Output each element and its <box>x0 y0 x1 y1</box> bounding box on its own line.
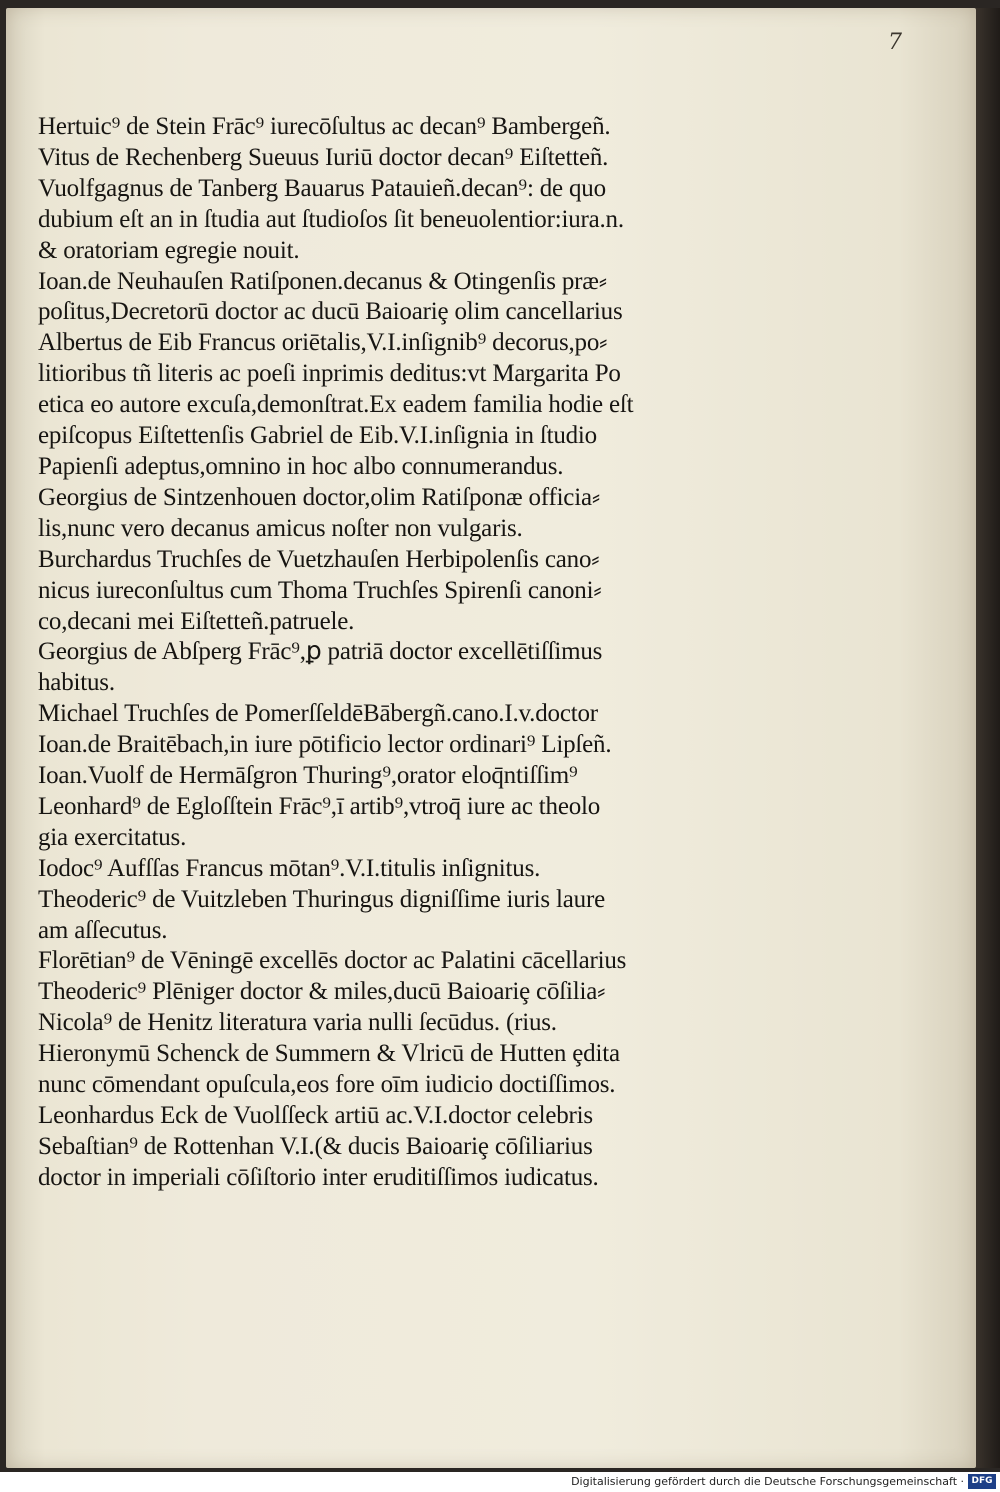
text-line: Georgius de Sintzenhouen doctor,olim Ratiſponæ officia⸗ <box>38 483 600 511</box>
text-line: nicus iureconſultus cum Thoma Truchſes Spirenſi canoni⸗ <box>38 576 602 604</box>
text-line: habitus. <box>38 669 115 697</box>
page-edge-shadow <box>976 8 1000 1468</box>
text-line: Ioan.de Neuhauſen Ratiſponen.decanus & Otingenſis præ⸗ <box>38 267 607 295</box>
folio-number: 7 <box>888 30 902 55</box>
text-line: Hertuic⁹ de Stein Frāc⁹ iurecōſultus ac decan⁹ Bambergeñ. <box>38 113 611 140</box>
funding-notice: Digitalisierung gefördert durch die Deutsche Forschungsgemeinschaft · <box>571 1475 964 1488</box>
text-line: dubium eſt an in ſtudia aut ſtudioſos ſit beneuolentior:iura.n. <box>38 205 624 233</box>
text-line: lis,nunc vero decanus amicus noſter non vulgaris. <box>38 514 523 542</box>
text-line: Leonhard⁹ de Egloſſtein Frāc⁹,ī artib⁹,vtroq̄ iure ac theolo <box>38 792 601 820</box>
text-line: Albertus de Eib Francus oriētalis,V.I.inſignib⁹ decorus,po⸗ <box>38 329 608 357</box>
text-line: & oratoriam egregie nouit. <box>38 236 300 264</box>
text-line: Michael Truchſes de PomerſſeldēBābergñ.cano.I.v.doctor <box>38 700 598 728</box>
text-line: Theoderic⁹ de Vuitzleben Thuringus digniſſime iuris laure <box>38 885 605 913</box>
text-line: Florētian⁹ de Vēningē excellēs doctor ac Palatini cācellarius <box>38 947 627 975</box>
text-line: etica eo autore excuſa,demonſtrat.Ex eadem familia hodie eſt <box>38 391 634 419</box>
text-line: Leonhardus Eck de Vuolſſeck artiū ac.V.I.doctor celebris <box>38 1102 593 1129</box>
text-line: Burchardus Truchſes de Vuetzhauſen Herbipolenſis cano⸗ <box>38 545 600 573</box>
text-line: Vuolfgagnus de Tanberg Bauarus Patauieñ.decan⁹: de quo <box>38 174 606 202</box>
text-line: co,decani mei Eiſtetteñ.patruele. <box>38 607 355 635</box>
text-line: Nicola⁹ de Henitz literatura varia nulli ſecūdus. (rius. <box>38 1009 557 1037</box>
text-line: Vitus de Rechenberg Sueuus Iuriū doctor decan⁹ Eiſtetteñ. <box>38 143 609 171</box>
text-line: epiſcopus Eiſtettenſis Gabriel de Eib.V.I.inſignia in ſtudio <box>38 422 597 450</box>
text-block <box>38 112 768 1194</box>
text-line: Georgius de Abſperg Frāc⁹,ꝑ patriā doctor excellētiſſimus <box>38 638 603 666</box>
text-line: litioribus tñ literis ac poeſi inprimis deditus:vt Margarita Po <box>38 360 621 388</box>
text-line: Theoderic⁹ Plēniger doctor & miles,ducū Baioariȩ cōſilia⸗ <box>38 978 606 1006</box>
text-line: am aſſecutus. <box>38 916 168 944</box>
text-line: Papienſi adeptus,omnino in hoc albo connumerandus. <box>38 452 564 480</box>
text-line: poſitus,Decretorū doctor ac ducū Baioariȩ olim cancellarius <box>38 298 623 326</box>
text-line: Sebaſtian⁹ de Rottenhan V.I.(& ducis Baioariȩ cōſiliarius <box>38 1132 593 1160</box>
text-line: nunc cōmendant opuſcula,eos fore oīm iudicio doctiſſimos. <box>38 1071 616 1099</box>
text-line: Ioan.Vuolf de Hermāſgron Thuring⁹,orator eloq̄ntiſſim⁹ <box>38 762 578 790</box>
text-line: Hieronymū Schenck de Summern & Vlricū de Hutten ȩdita <box>38 1040 620 1068</box>
text-line: doctor in imperiali cōſiſtorio inter eruditiſſimos iudicatus. <box>38 1163 599 1191</box>
text-line: gia exercitatus. <box>38 823 187 851</box>
text-line: Ioan.de Braitēbach,in iure pōtificio lector ordinari⁹ Lipſeñ. <box>38 731 612 759</box>
book-page <box>6 8 976 1468</box>
dfg-logo-icon: DFG <box>968 1474 996 1489</box>
text-line: Iodoc⁹ Aufſſas Francus mōtan⁹.V.I.titulis inſignitus. <box>38 854 541 882</box>
footer-bar <box>0 1472 1000 1492</box>
